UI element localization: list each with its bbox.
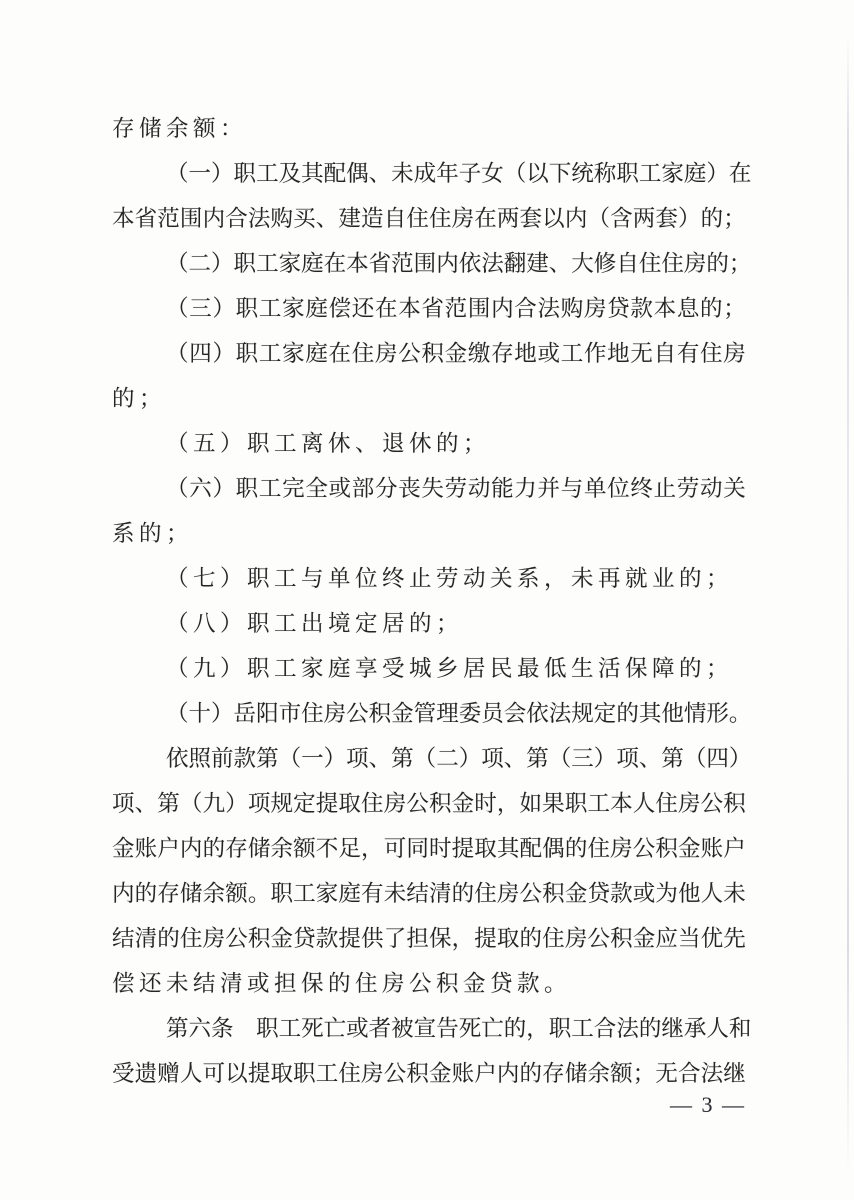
document-content xyxy=(112,106,752,1096)
page-number: — 3 — xyxy=(670,1092,746,1117)
text-line: 项 、 第 （ 九 ） 项 规 定 提 取 住 房 公 积 金 时 ， 如 果 职 工 本 人 住 房 公 积 xyxy=(112,791,746,816)
text-line: 依 照 前 款 第 （ 一 ） 项 、 第 （ 二 ） 项 、 第 （ 三 ） 项 、 第 （ 四 ） xyxy=(166,746,752,771)
text-line: 本 省 范 围 内 合 法 购 买 、 建 造 自 住 住 房 在 两 套 以 内 （ 含 两 套 ） 的 ； xyxy=(112,206,746,231)
text-line: 受 遗 赠 人 可 以 提 取 职 工 住 房 公 积 金 账 户 内 的 存 储 余 额 ； 无 合 法 继 xyxy=(112,1061,746,1086)
text-line: 内 的 存 储 余 额 。 职 工 家 庭 有 未 结 清 的 住 房 公 积 金 贷 款 或 为 他 人 未 xyxy=(112,881,746,906)
text-line: （五）职工离休、退休的； xyxy=(166,431,491,456)
text-line: 系的； xyxy=(112,521,194,546)
text-line: 存储余额： xyxy=(112,116,248,141)
text-line: 的； xyxy=(112,386,167,411)
text-line: （ 四 ） 职 工 家 庭 在 住 房 公 积 金 缴 存 地 或 工 作 地 无 自 有 住 房 xyxy=(166,341,746,366)
text-line: （ 一 ） 职 工 及 其 配 偶 、 未 成 年 子 女 （ 以 下 统 称 职 工 家 庭 ） 在 xyxy=(166,161,752,186)
text-line: （ 二 ） 职 工 家 庭 在 本 省 范 围 内 依 法 翻 建 、 大 修 自 住 住 房 的 ； xyxy=(166,251,752,276)
text-line: （ 三 ） 职 工 家 庭 偿 还 在 本 省 范 围 内 合 法 购 房 贷 款 本 息 的 ； xyxy=(166,296,746,321)
text-line: （九）职工家庭享受城乡居民最低生活保障的； xyxy=(166,656,734,681)
text-line: （七）职工与单位终止劳动关系，未再就业的； xyxy=(166,566,734,591)
text-line: 第 六 条 职 工 死 亡 或 者 被 宣 告 死 亡 的 ， 职 工 合 法 的 继 承 人 和 xyxy=(166,1016,752,1041)
text-line: （ 六 ） 职 工 完 全 或 部 分 丧 失 劳 动 能 力 并 与 单 位 终 止 劳 动 关 xyxy=(166,476,746,501)
text-line: （八）职工出境定居的； xyxy=(166,611,464,636)
text-line: （ 十 ） 岳 阳 市 住 房 公 积 金 管 理 委 员 会 依 法 规 定 的 其 他 情 形 。 xyxy=(166,701,752,726)
text-line: 偿还未结清或担保的住房公积金贷款。 xyxy=(112,971,572,996)
text-line: 金 账 户 内 的 存 储 余 额 不 足 ， 可 同 时 提 取 其 配 偶 的 住 房 公 积 金 账 户 xyxy=(112,836,746,861)
text-line: 结 清 的 住 房 公 积 金 贷 款 提 供 了 担 保 ， 提 取 的 住 房 公 积 金 应 当 优 先 xyxy=(112,926,746,951)
scan-edge-artifact xyxy=(847,36,849,1176)
